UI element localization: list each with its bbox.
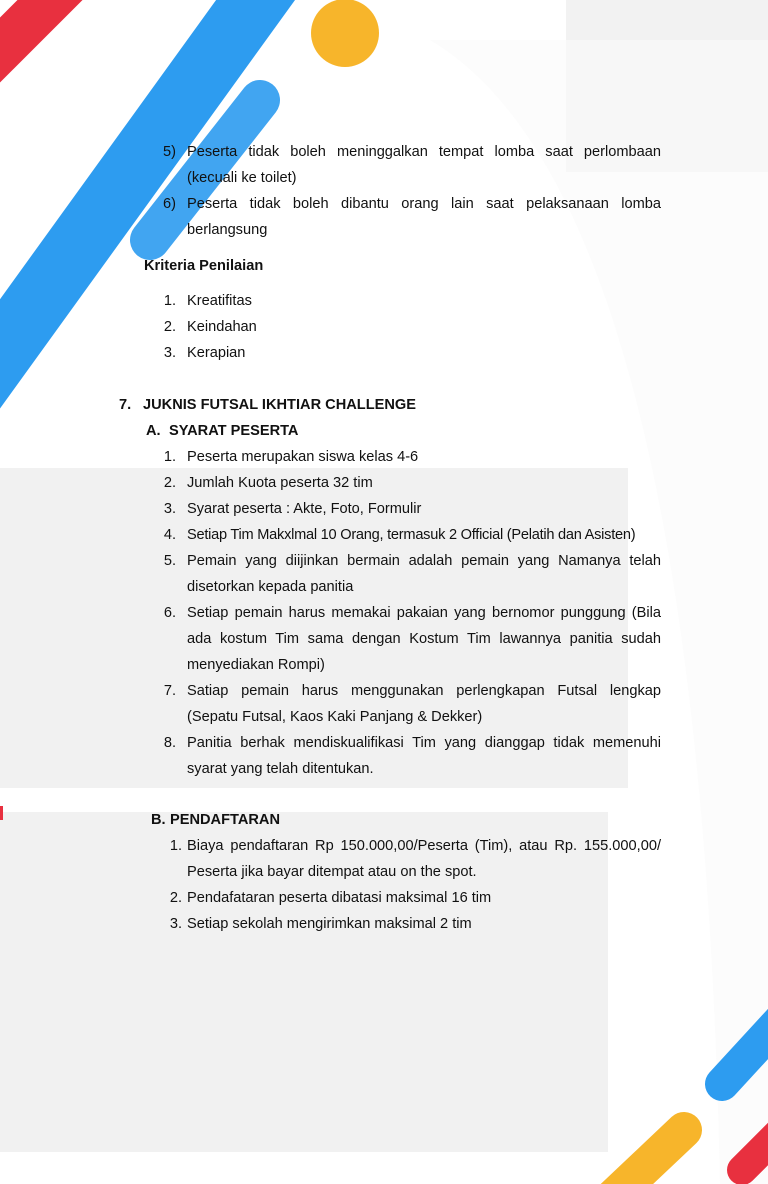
pendaftaran-number: 3. (169, 916, 182, 932)
pendaftaran-letter: B. (151, 812, 166, 828)
syarat-item-2: Jumlah Kuota peserta 32 tim (187, 475, 373, 491)
pendaftaran-number: 1. (169, 838, 182, 854)
syarat-number: 8. (163, 735, 176, 751)
kriteria-heading: Kriteria Penilaian (144, 258, 264, 274)
syarat-number: 5. (163, 553, 176, 569)
syarat-number: 2. (163, 475, 176, 491)
kriteria-number: 3. (163, 345, 176, 361)
syarat-item-6-line2: ada kostum Tim sama dengan Kostum Tim lawannya panitia sudah (187, 631, 661, 647)
top-list-item-5-line2: (kecuali ke toilet) (187, 170, 297, 186)
top-list-number: 5) (163, 144, 176, 160)
kriteria-item: Kerapian (187, 345, 246, 361)
kriteria-item: Keindahan (187, 319, 257, 335)
syarat-item-5-line2: disetorkan kepada panitia (187, 579, 354, 595)
top-list-item-6-line2: berlangsung (187, 222, 268, 238)
kriteria-number: 1. (163, 293, 176, 309)
pendaftaran-number: 2. (169, 890, 182, 906)
pendaftaran-item-3: Setiap sekolah mengirimkan maksimal 2 tim (187, 916, 472, 932)
syarat-item-1: Peserta merupakan siswa kelas 4-6 (187, 449, 419, 465)
kriteria-item: Kreatifitas (187, 293, 252, 309)
top-list-item-6-line1: Peserta tidak boleh dibantu orang lain saat pelaksanaan lomba (187, 196, 661, 212)
section-7-number: 7. (119, 397, 132, 413)
section-7-title: JUKNIS FUTSAL IKHTIAR CHALLENGE (143, 397, 416, 413)
pendaftaran-item-1-line1: Biaya pendaftaran Rp 150.000,00/Peserta (Tim), atau Rp. 155.000,00/ (187, 838, 661, 854)
top-list-item-5-line1: Peserta tidak boleh meninggalkan tempat lomba saat perlombaan (187, 144, 661, 160)
syarat-number: 4. (163, 527, 176, 543)
syarat-item-5-line1: Pemain yang diijinkan bermain adalah pemain yang Namanya telah (187, 553, 661, 569)
syarat-item-6-line1: Setiap pemain harus memakai pakaian yang bernomor punggung (Bila (187, 605, 661, 621)
syarat-title: SYARAT PESERTA (169, 423, 299, 439)
syarat-item-7-line1: Satiap pemain harus menggunakan perlengkapan Futsal lengkap (187, 683, 661, 699)
syarat-number: 7. (163, 683, 176, 699)
syarat-item-4: Setiap Tim Makxlmal 10 Orang, termasuk 2 Official (Pelatih dan Asisten) (187, 527, 636, 543)
syarat-item-8-line1: Panitia berhak mendiskualifikasi Tim yang dianggap tidak memenuhi (187, 735, 661, 751)
pendaftaran-item-2: Pendafataran peserta dibatasi maksimal 16 tim (187, 890, 492, 906)
syarat-item-8-line2: syarat yang telah ditentukan. (187, 761, 374, 777)
syarat-item-3: Syarat peserta : Akte, Foto, Formulir (187, 501, 422, 517)
syarat-letter: A. (146, 423, 161, 439)
pendaftaran-title: PENDAFTARAN (170, 812, 280, 828)
top-list-number: 6) (163, 196, 176, 212)
kriteria-number: 2. (163, 319, 176, 335)
syarat-item-6-line3: menyediakan Rompi) (187, 657, 325, 673)
pendaftaran-item-1-line2: Peserta jika bayar ditempat atau on the spot. (187, 864, 477, 880)
syarat-item-7-line2: (Sepatu Futsal, Kaos Kaki Panjang & Dekker) (187, 709, 483, 725)
syarat-number: 1. (163, 449, 176, 465)
syarat-number: 6. (163, 605, 176, 621)
syarat-number: 3. (163, 501, 176, 517)
